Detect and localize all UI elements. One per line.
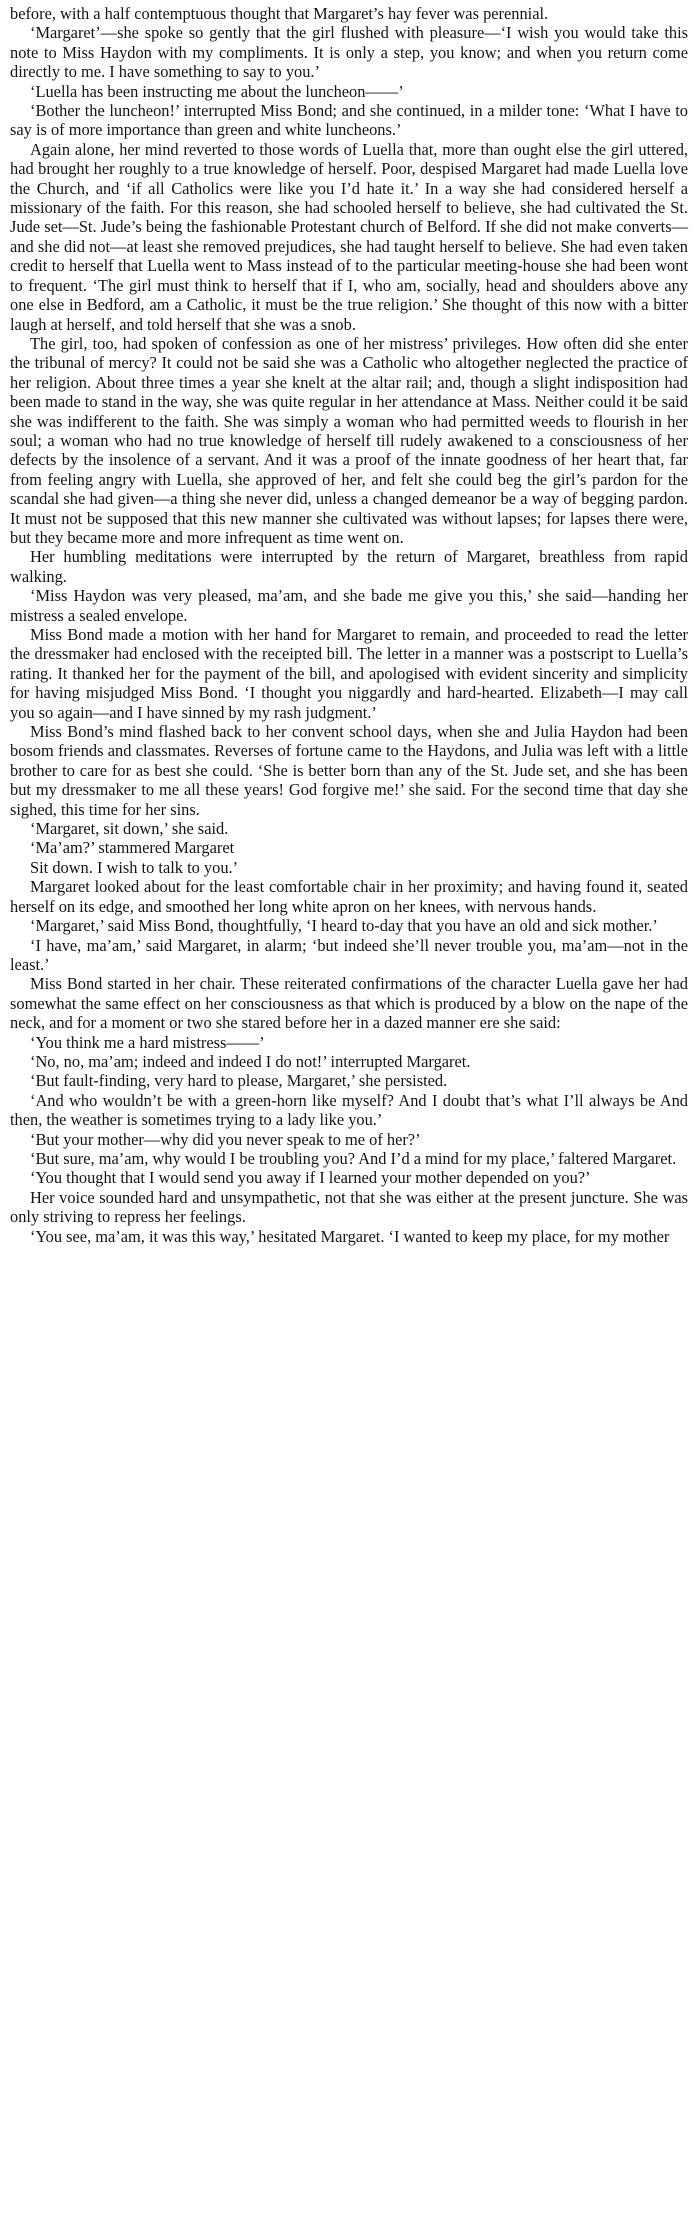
paragraph: ‘And who wouldn’t be with a green-horn like myself? And I doubt that’s what I’ll always be And then, the weather is sometimes trying to a lady like you.’ <box>10 1090 688 1130</box>
paragraph: ‘Margaret,’ said Miss Bond, thoughtfully, ‘I heard to-day that you have an old and sick mother.’ <box>30 916 658 936</box>
paragraph: ‘No, no, ma’am; indeed and indeed I do not!’ interrupted Margaret. <box>30 1051 471 1071</box>
paragraph: Again alone, her mind reverted to those words of Luella that, more than ought else the girl uttered, had brought her roughly to a true knowledge of herself. Poor, despised Margaret had made Luella love the Church, and ‘if all Catholics were like you I’d hate it.’ In a way she had considered herself a missionary of the faith. For this reason, she had schooled herself to believe, she had cultivated the St. Jude set—St. Jude’s being the fashionable Protestant church of Belford. If she did not make converts—and she did not—at least she removed prejudices, she had taught herself to believe. She had even taken credit to herself that Luella went to Mass instead of to the particular meeting-house she had been wont to frequent. ‘The girl must think to herself that if I, who am, socially, head and shoulders above any one else in Bedford, am a Catholic, it must be the true religion.’ She thought of this now with a bitter laugh at herself, and told herself that she was a snob. <box>10 139 688 334</box>
paragraph: Her voice sounded hard and unsympathetic, not that she was either at the present juncture. She was only striving to repress her feelings. <box>10 1187 688 1227</box>
paragraph: ‘But fault-finding, very hard to please, Margaret,’ she persisted. <box>30 1071 448 1091</box>
paragraph: ‘You think me a hard mistress——’ <box>30 1032 265 1052</box>
paragraph: Miss Bond made a motion with her hand for Margaret to remain, and proceeded to read the letter the dressmaker had enclosed with the receipted bill. The letter in a manner was a postscript to Luella’s rating. It thanked her for the payment of the bill, and apologised with evident sincerity and simplicity for having misjudged Miss Bond. ‘I thought you niggardly and hard-hearted. Elizabeth—I may call you so again—and I have sinned by my rash judgment.’ <box>10 625 688 722</box>
paragraph: ‘I have, ma’am,’ said Margaret, in alarm; ‘but indeed she’ll never trouble you, ma’am—not in the least.’ <box>10 935 688 974</box>
paragraph: ‘But your mother—why did you never speak to me of her?’ <box>30 1129 421 1149</box>
paragraph: ‘Margaret, sit down,’ she said. <box>30 819 229 839</box>
paragraph: Miss Bond started in her chair. These reiterated confirmations of the character Luella gave her had somewhat the same effect on her consciousness as that which is produced by a blow on the nape of the neck, and for a moment or two she stared before her in a dazed manner ere she said: <box>10 974 688 1033</box>
paragraph: Sit down. I wish to talk to you.’ <box>30 857 239 877</box>
paragraph: Miss Bond’s mind flashed back to her convent school days, when she and Julia Haydon had been bosom friends and classmates. Reverses of fortune came to the Haydons, and Julia was left with a little brother to care for as best she could. ‘She is better born than any of the St. Jude set, and she has been but my dressmaker to me all these years! God forgive me!’ she said. For the second time that day she sighed, this time for her sins. <box>10 722 688 819</box>
paragraph: ‘Miss Haydon was very pleased, ma’am, and she bade me give you this,’ she said—handing her mistress a sealed envelope. <box>10 586 688 625</box>
paragraph: ‘You see, ma’am, it was this way,’ hesitated Margaret. ‘I wanted to keep my place, for my mother <box>30 1226 670 1246</box>
paragraph: Margaret looked about for the least comfortable chair in her proximity; and having found it, seated herself on its edge, and smoothed her long white apron on her knees, with nervous hands. <box>10 877 688 916</box>
paragraph: ‘But sure, ma’am, why would I be troubling you? And I’d a mind for my place,’ faltered Margaret. <box>30 1148 677 1168</box>
paragraph: ‘Margaret’—she spoke so gently that the girl flushed with pleasure—‘I wish you would take this note to Miss Haydon with my compliments. It is only a step, you know; and when you return come directly to me. I have something to say to you.’ <box>10 23 688 82</box>
paragraph: Her humbling meditations were interrupted by the return of Margaret, breathless from rapid walking. <box>10 547 688 586</box>
paragraph: The girl, too, had spoken of confession as one of her mistress’ privileges. How often did she enter the tribunal of mercy? It could not be said she was a Catholic who altogether neglected the practice of her religion. About three times a year she knelt at the altar rail; and, though a slight indisposition had been made to stand in the way, she was quite regular in her attendance at Mass. Neither could it be said she was indifferent to the faith. She was simply a woman who had permitted weeds to flourish in her soul; a woman who had no true knowledge of herself till rudely awakened to a consciousness of her defects by the insolence of a servant. And it was a proof of the innate goodness of her heart that, far from feeling angry with Luella, she approved of her, and felt she could beg the girl’s pardon for the scandal she had given—a thing she never did, unless a changed demeanor be a way of begging pardon. It must not be supposed that this new manner she cultivated was without lapses; for lapses there were, but they became more and more infrequent as time went on. <box>10 333 688 547</box>
paragraph: ‘Ma’am?’ stammered Margaret <box>30 838 235 858</box>
paragraph: ‘Luella has been instructing me about the luncheon——’ <box>30 81 404 101</box>
paragraph: before, with a half contemptuous thought that Margaret’s hay fever was perennial. <box>10 4 549 23</box>
paragraph: ‘You thought that I would send you away if I learned your mother depended on you?’ <box>30 1168 591 1188</box>
paragraph: ‘Bother the luncheon!’ interrupted Miss Bond; and she continued, in a milder tone: ‘What I have to say is of more importance than green and white luncheons.’ <box>10 101 688 140</box>
